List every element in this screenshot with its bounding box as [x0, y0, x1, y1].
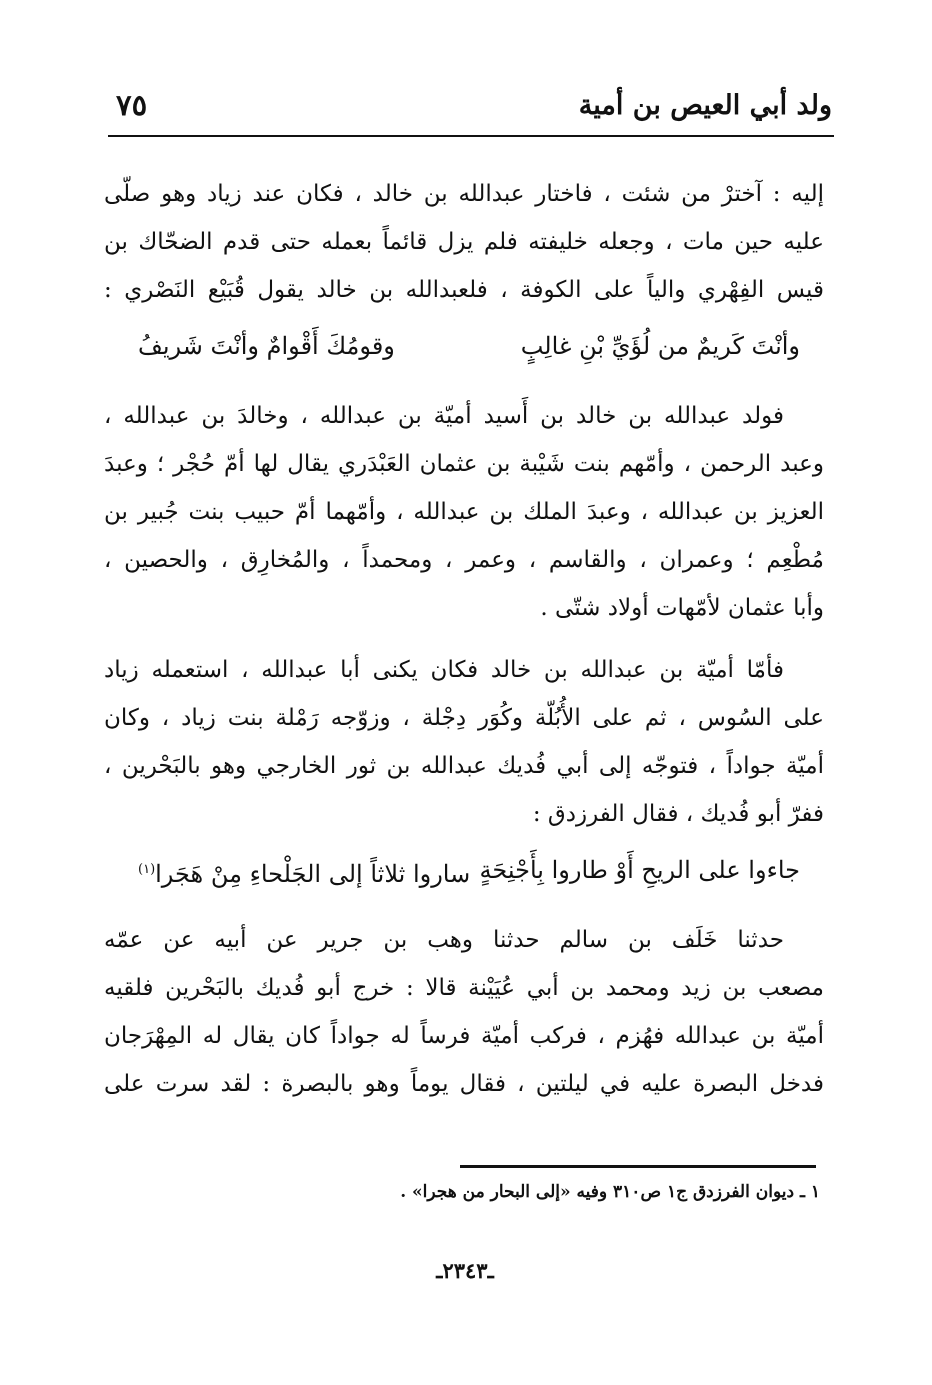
page-number: ٧٥	[116, 88, 148, 122]
text-line: على السُوس ، ثم على الأُبُلّة وكُوَر دِجْلة ، وزوّجه رَمْلة بنت زياد ، وكان	[104, 705, 824, 731]
text-line: أميّة بن عبدالله فهُزم ، فركب أميّة فرساً له جواداً كان يقال له المِهْرَجان	[104, 1023, 824, 1049]
running-title: ولد أبي العيص بن أمية	[578, 90, 832, 121]
text-line: قيس الفِهْري والياً على الكوفة ، فلعبدالله بن خالد يقول قُبَيْع النَصْري :	[104, 277, 824, 303]
footnote-rule	[460, 1165, 816, 1168]
footnote-marker: (١)	[138, 862, 156, 877]
verse-second-hemistich-text: ساروا ثلاثاً إلى الجَلْحاءِ مِنْ هَجَرا	[155, 860, 471, 888]
text-line: مُطْعِم ؛ وعمران ، والقاسم ، وعمر ، ومحمداً ، والمُخارِق ، والحصين ،	[104, 547, 824, 573]
verse-first-hemistich: وأنْتَ كَريمٌ من لُؤَيِّ بْنِ غالِبٍ	[520, 332, 800, 360]
text-line: فأمّا أميّة بن عبدالله بن خالد فكان يكنى أبا عبدالله ، استعمله زياد	[104, 657, 784, 683]
folio-number: ـ٢٣٤٣ـ	[436, 1258, 494, 1283]
footnote: ١ ـ ديوان الفرزدق ج١ ص٣١٠ وفيه «إلى البحار من هجرا» .	[400, 1182, 820, 1202]
page-header	[108, 82, 832, 132]
verse-second-hemistich: وقومُكَ أَقْوامٌ وأنْتَ شَريفُ	[138, 332, 395, 360]
text-line: حدثنا خَلَف بن سالم حدثنا وهب بن جرير عن أبيه عن عمّه	[104, 927, 784, 953]
text-line: مصعب بن زيد ومحمد بن أبي عُيَيْنة قالا : خرج أبو فُديك بالبَحْرين فلقيه	[104, 975, 824, 1001]
poem-verse	[104, 838, 824, 902]
text-line: عليه حين مات ، وجعله خليفته فلم يزل قائماً بعمله حتى قدم الضحّاك بن	[104, 229, 824, 255]
text-line: ففرّ أبو فُديك ، فقال الفرزدق :	[532, 801, 824, 827]
poem-verse	[104, 314, 824, 378]
main-text	[104, 170, 824, 1108]
text-line: فدخل البصرة عليه في ليلتين ، فقال يوماً وهو بالبصرة : لقد سرت على	[104, 1071, 824, 1097]
text-line: وعبد الرحمن ، وأمّهم بنت شَيْبة بن عثمان العَبْدَري يقال لها أمّ حُجْر ؛ وعبدَ	[104, 451, 824, 477]
verse-second-hemistich	[138, 838, 470, 906]
verse-first-hemistich: جاءوا على الريحِ أَوْ طاروا بِأَجْنِحَةٍ	[479, 856, 800, 884]
text-line: وأبا عثمان لأمّهات أولاد شتّى .	[540, 595, 824, 621]
header-rule	[108, 135, 834, 137]
text-line: إليه : آخترْ من شئت ، فاختار عبدالله بن خالد ، فكان عند زياد وهو صلّى	[104, 181, 824, 207]
text-line: العزيز بن عبدالله ، وعبدَ الملك بن عبدالله ، وأمّهما أمّ حبيب بنت جُبير بن	[104, 499, 824, 525]
text-line: فولد عبدالله بن خالد بن أَسيد أميّة بن عبدالله ، وخالدَ بن عبدالله ،	[104, 403, 784, 429]
text-line: أميّة جواداً ، فتوجّه إلى أبي فُديك عبدالله بن ثور الخارجي وهو بالبَحْرين ،	[104, 753, 824, 779]
